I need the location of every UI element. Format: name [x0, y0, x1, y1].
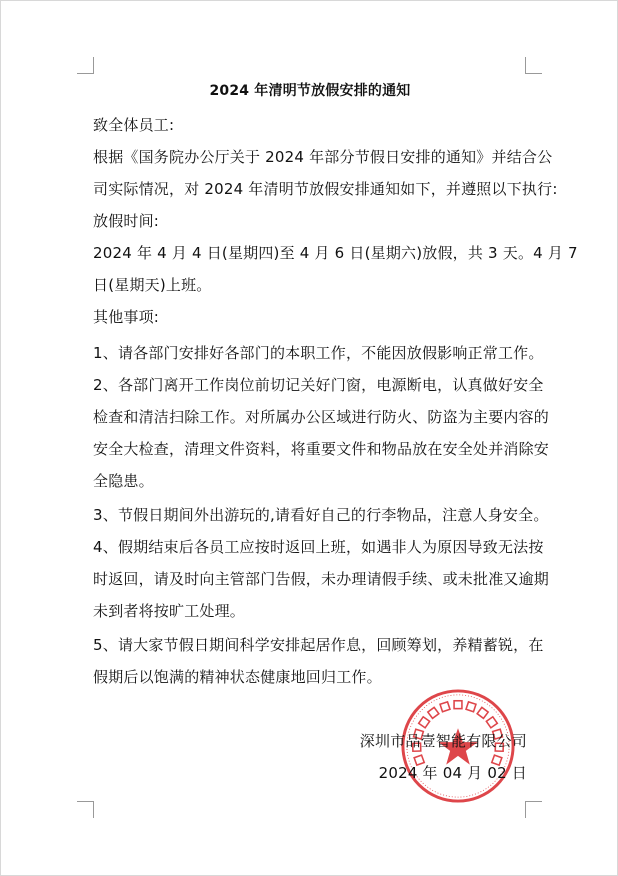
list-item-line: 时返回，请及时向主管部门告假，未办理请假手续、或未批准又逾期: [93, 570, 550, 588]
list-item-line: 未到者将按旷工处理。: [93, 602, 246, 620]
list-item-line: 检查和清洁扫除工作。对所属办公区域进行防火、防盗为主要内容的: [93, 408, 550, 426]
seal-glyph-mark: [486, 717, 497, 728]
seal-glyph-mark: [440, 702, 450, 712]
body-line: 2024 年 4 月 4 日(星期四)至 4 月 6 日(星期六)放假，共 3 天。4 月 7: [93, 244, 578, 262]
corner-mark: [525, 57, 542, 74]
document-title: 2024 年清明节放假安排的通知: [209, 83, 411, 99]
section-heading: 其他事项:: [93, 308, 160, 326]
salutation: 致全体员工:: [93, 116, 175, 134]
company-name: 深圳市品壹智能有限公司: [359, 732, 527, 750]
corner-mark: [77, 801, 94, 818]
corner-mark: [525, 801, 542, 818]
seal-glyph-mark: [419, 717, 430, 728]
list-item: 2、各部门离开工作岗位前切记关好门窗，电源断电，认真做好安全: [93, 376, 544, 394]
seal-glyph-mark: [428, 707, 439, 718]
list-item: 4、假期结束后各员工应按时返回上班，如遇非人为原因导致无法按: [93, 538, 544, 556]
seal-glyph-mark: [466, 702, 476, 712]
seal-glyph-mark: [454, 701, 462, 709]
body-line: 根据《国务院办公厅关于 2024 年部分节假日安排的通知》并结合公: [93, 148, 553, 166]
list-item: 3、节假日期间外出游玩的,请看好自己的行李物品，注意人身安全。: [93, 506, 549, 524]
list-item: 5、请大家节假日期间科学安排起居作息，回顾筹划，养精蓄锐，在: [93, 636, 544, 654]
list-item-line: 安全大检查，清理文件资料，将重要文件和物品放在安全处并消除安: [93, 440, 550, 458]
body-line: 日(星期天)上班。: [93, 276, 212, 294]
list-item-line: 假期后以饱满的精神状态健康地回归工作。: [93, 668, 382, 686]
list-item: 1、请各部门安排好各部门的本职工作，不能因放假影响正常工作。: [93, 344, 544, 362]
list-item-line: 全隐患。: [93, 472, 154, 490]
corner-mark: [77, 57, 94, 74]
section-heading: 放假时间:: [93, 212, 160, 230]
signature-date: 2024 年 04 月 02 日: [378, 764, 527, 782]
seal-glyph-mark: [477, 707, 488, 718]
body-line: 司实际情况，对 2024 年清明节放假安排通知如下，并遵照以下执行:: [93, 180, 558, 198]
